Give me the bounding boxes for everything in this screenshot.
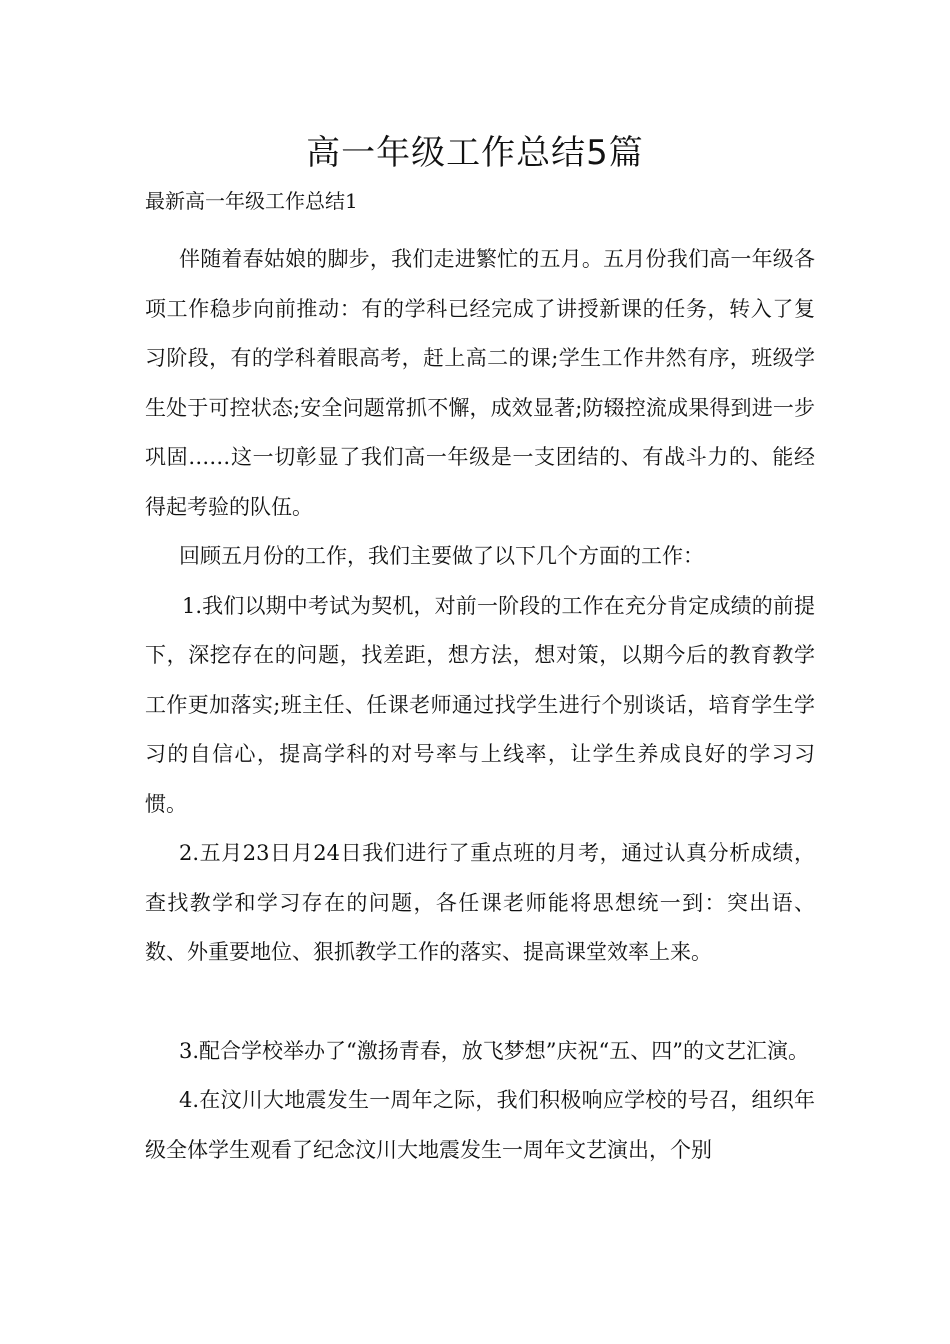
document-title: 高一年级工作总结5篇 [306, 133, 644, 173]
paragraph-review: 回顾五月份的工作，我们主要做了以下几个方面的工作： [179, 544, 704, 568]
paragraph-item-2: 2.五月23日月24日我们进行了重点班的月考，通过认真分析成绩，查找教学和学习存在的问题，各任课老师能将思想统一到：突出语、数、外重要地位、狠抓教学工作的落实、提高课堂效率上来。 [145, 841, 815, 964]
document-body [145, 235, 815, 1175]
document-subtitle: 最新高一年级工作总结1 [145, 189, 358, 213]
paragraph-item-4: 4.在汶川大地震发生一周年之际，我们积极响应学校的号召，组织年级全体学生观看了纪念汶川大地震发生一周年文艺演出，个别 [145, 1088, 815, 1162]
paragraph-intro: 伴随着春姑娘的脚步，我们走进繁忙的五月。五月份我们高一年级各项工作稳步向前推动：有的学科已经完成了讲授新课的任务，转入了复习阶段，有的学科着眼高考，赶上高二的课;学生工作井然有序，班级学生处于可控状态;安全问题常抓不懈，成效显著;防辍控流成果得到进一步巩固……这一切彰显了我们高一年级是一支团结的、有战斗力的、能经得起考验的队伍。 [145, 247, 815, 519]
paragraph-item-3: 3.配合学校举办了“激扬青春，放飞梦想”庆祝“五、四”的文艺汇演。 [179, 1038, 809, 1063]
paragraph-item-1: 1.我们以期中考试为契机，对前一阶段的工作在充分肯定成绩的前提下，深挖存在的问题，找差距，想方法，想对策，以期今后的教育教学工作更加落实;班主任、任课老师通过找学生进行个别谈话，培育学生学习的自信心，提高学科的对号率与上线率，让学生养成良好的学习习惯。 [145, 593, 815, 816]
